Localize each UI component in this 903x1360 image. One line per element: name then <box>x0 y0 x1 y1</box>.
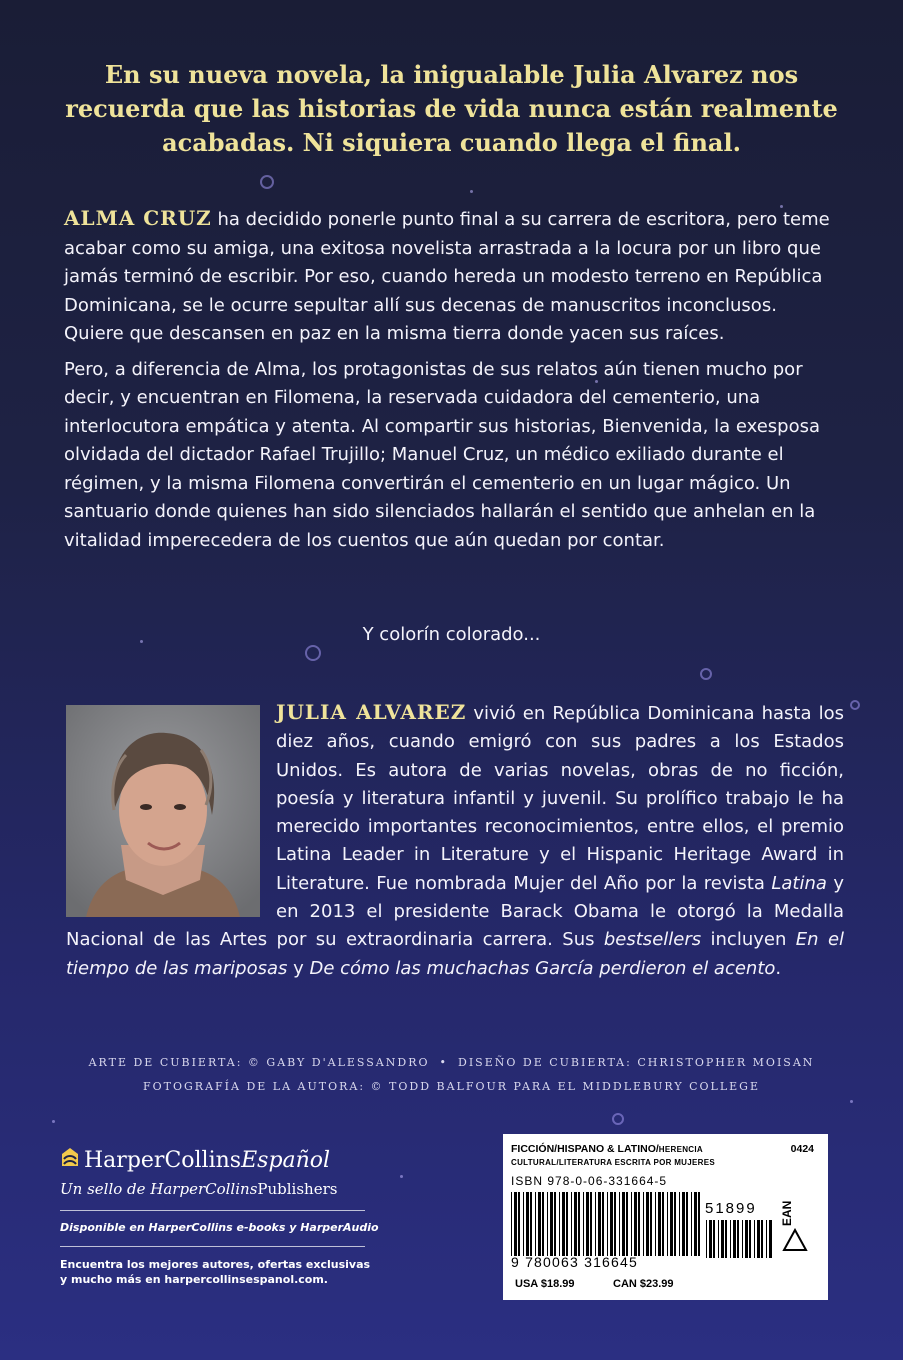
barcode-bar <box>578 1192 580 1256</box>
barcode-bar <box>698 1192 700 1256</box>
barcode-bar <box>542 1192 544 1256</box>
barcode-bar <box>691 1192 692 1256</box>
barcode-bar <box>674 1192 676 1256</box>
barcode-bar <box>643 1192 644 1256</box>
barcode-bar <box>766 1220 767 1258</box>
barcode-bar <box>514 1192 517 1256</box>
availability-line: Disponible en HarperCollins e-books y HarperAudio <box>60 1221 379 1234</box>
promo-line-2: y mucho más en harpercollinsespanol.com. <box>60 1273 328 1286</box>
publisher-logo: HarperCollins Español <box>60 1146 380 1174</box>
author-name: JULIA ALVAREZ <box>276 700 467 724</box>
barcode-bar <box>530 1192 532 1256</box>
barcode-bar <box>566 1192 568 1256</box>
star-dot <box>850 700 860 710</box>
barcode-bar <box>622 1192 625 1256</box>
star-dot <box>700 668 712 680</box>
barcode-panel <box>503 1134 828 1300</box>
star-dot <box>612 1113 624 1125</box>
bisac-category: FICCIÓN/HISPANO & LATINO/HERENCIA CULTURAL/LITERATURA ESCRITA POR MUJERES <box>511 1143 715 1167</box>
barcode-bar <box>535 1192 536 1256</box>
barcode-bar <box>571 1192 572 1256</box>
star-dot <box>850 1100 853 1103</box>
price-code: 51899 <box>705 1200 757 1217</box>
barcode-bar <box>562 1192 565 1256</box>
barcode-bar <box>526 1192 529 1256</box>
barcode-bar <box>547 1192 548 1256</box>
barcode-bar <box>713 1220 715 1258</box>
barcode-bar <box>679 1192 680 1256</box>
barcode-digits: 9 780063 316645 <box>511 1254 638 1270</box>
barcode-bar <box>730 1220 731 1258</box>
imprint-line: Un sello de HarperCollinsPublishers <box>60 1180 338 1198</box>
barcode-bar <box>554 1192 556 1256</box>
barcode-bar <box>638 1192 640 1256</box>
barcode-bar <box>634 1192 637 1256</box>
author-bio: JULIA ALVAREZ vivió en República Dominicana hasta los diez años, cuando emigró con sus padres a los Estados Unidos. Es autora de varias novelas, obras de no ficción, poesía y literatura infantil y juvenil. Su prolífico trabajo le ha merecido importantes reconocimientos, entre ellos, el premio Latina Leader in Literature y el Hispanic Heritage Award in Literature. Fue nombrada Mujer del Año por la revista Latina y en 2013 el presidente Barack Obama le otorgó la Medalla Nacional de las Artes por su extraordinaria carrera. Sus bestsellers incluyen En el tiempo de las mariposas y De cómo las muchachas García perdieron el acento. <box>66 700 845 979</box>
cover-credits: ARTE DE CUBIERTA: © GABY D'ALESSANDRO • DISEÑO DE CUBIERTA: CHRISTOPHER MOISAN <box>88 1056 815 1069</box>
isbn-text: ISBN 978-0-06-331664-5 <box>511 1174 668 1188</box>
barcode-bar <box>694 1192 697 1256</box>
barcode-bar <box>757 1220 760 1258</box>
divider <box>60 1210 365 1211</box>
barcode-bar <box>725 1220 727 1258</box>
closing-line: Y colorín colorado... <box>362 624 541 645</box>
star-dot <box>260 175 274 189</box>
barcode-bar <box>518 1192 520 1256</box>
headline: En su nueva novela, la inigualable Julia Alvarez nos recuerda que las historias de vida nunca están realmente acabadas. Ni siquiera cuando llega el final. <box>65 60 838 157</box>
barcode-bar <box>706 1220 707 1258</box>
barcode-bar <box>559 1192 560 1256</box>
star-dot <box>52 1120 55 1123</box>
barcode-bar <box>595 1192 596 1256</box>
price-canada: CAN $23.99 <box>613 1278 674 1290</box>
isbn-barcode <box>511 1192 701 1256</box>
barcode-bar <box>686 1192 688 1256</box>
star-dot <box>400 1175 403 1178</box>
print-code: 0424 <box>790 1143 814 1155</box>
character-name: ALMA CRUZ <box>64 206 212 230</box>
synopsis-paragraph-2: Pero, a diferencia de Alma, los protagonistas de sus relatos aún tienen mucho por decir, y encuentran en Filomena, la reservada cuidadora del cementerio, una interlocutora empática y atenta. Al compartir sus historias, Bienvenida, la exesposa olvidada del dictador Rafael Trujillo; Manuel Cruz, un médico exiliado durante el régimen, y la misma Filomena convertirán el cementerio en un lugar mágico. Un santuario donde quienes han sido silenciados hallarán el sentido que anhelan en la vitalidad imperecedera de los cuentos que aún quedan por contar. <box>64 358 821 551</box>
barcode-bar <box>682 1192 685 1256</box>
barcode-bar <box>574 1192 577 1256</box>
star-dot <box>470 190 473 193</box>
barcode-bar <box>631 1192 632 1256</box>
barcode-bar <box>754 1220 755 1258</box>
barcode-bar <box>733 1220 736 1258</box>
barcode-bar <box>586 1192 589 1256</box>
barcode-bar <box>598 1192 601 1256</box>
barcode-bar <box>742 1220 743 1258</box>
barcode-bar <box>590 1192 592 1256</box>
barcode-bar <box>619 1192 620 1256</box>
publisher-block <box>60 1146 380 1287</box>
barcode-bar <box>670 1192 673 1256</box>
barcode-bar <box>614 1192 616 1256</box>
barcode-bar <box>749 1220 751 1258</box>
barcode-bar <box>538 1192 541 1256</box>
synopsis-paragraph-1: ALMA CRUZ ha decidido ponerle punto final a su carrera de escritora, pero teme acabar como su amiga, una exitosa novelista arrastrada a la locura por un libro que jamás terminó de escribir. Por eso, cuando hereda un modesto terreno en República Dominicana, se le ocurre sepultar allí sus decenas de manuscritos inconclusos. Quiere que descansen en paz en la misma tierra donde yacen sus raíces. <box>64 206 830 344</box>
barcode-bar <box>769 1220 772 1258</box>
barcode-bar <box>662 1192 664 1256</box>
ean-label: EAN <box>780 1200 794 1226</box>
barcode-bar <box>511 1192 512 1256</box>
promo-line-1: Encuentra los mejores autores, ofertas exclusivas <box>60 1258 371 1271</box>
price-barcode <box>706 1220 774 1258</box>
barcode-bar <box>650 1192 652 1256</box>
barcode-bar <box>718 1220 719 1258</box>
barcode-bar <box>583 1192 584 1256</box>
barcode-bar <box>658 1192 661 1256</box>
barcode-bar <box>667 1192 668 1256</box>
barcode-bar <box>745 1220 748 1258</box>
barcode-bar <box>737 1220 739 1258</box>
barcode-bar <box>607 1192 608 1256</box>
barcode-bar <box>550 1192 553 1256</box>
barcode-bar <box>602 1192 604 1256</box>
star-dot <box>305 645 321 661</box>
synopsis <box>64 204 840 562</box>
barcode-bar <box>626 1192 628 1256</box>
barcode-bar <box>523 1192 524 1256</box>
harpercollins-logo-icon <box>60 1146 80 1174</box>
barcode-bar <box>655 1192 656 1256</box>
barcode-bar <box>761 1220 763 1258</box>
triangle-icon <box>782 1228 808 1252</box>
barcode-bar <box>709 1220 712 1258</box>
photo-credit: FOTOGRAFÍA DE LA AUTORA: © TODD BALFOUR PARA EL MIDDLEBURY COLLEGE <box>143 1080 760 1093</box>
price-usa: USA $18.99 <box>515 1278 575 1290</box>
divider <box>60 1246 365 1247</box>
barcode-bar <box>646 1192 649 1256</box>
barcode-bar <box>610 1192 613 1256</box>
barcode-bar <box>721 1220 724 1258</box>
